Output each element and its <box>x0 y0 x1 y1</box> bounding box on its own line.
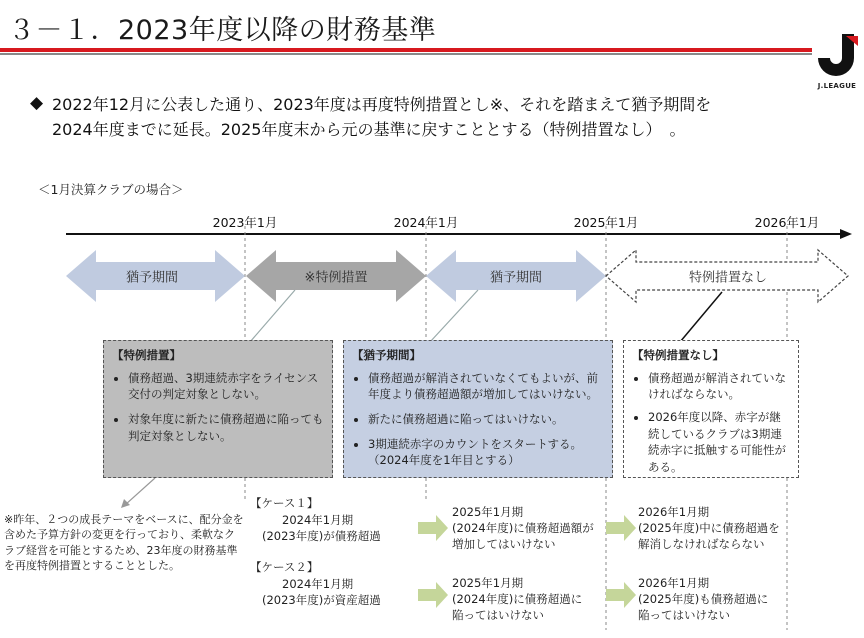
box-yuyo-item: • 3期連続赤字のカウントをスタートする。（2024年度を1年目とする） <box>368 436 604 469</box>
box-yuyo-item: • 債務超過が解消されていなくてもよいが、前年度より債務超過額が増加してはいけない。 <box>368 370 604 403</box>
case1-cell1-line1: 2024年1月期 <box>282 513 354 527</box>
case2-cell3-line2: (2025年度)も債務超過に <box>638 592 769 606</box>
case2-cell3-line1: 2026年1月期 <box>638 576 710 590</box>
note-connector <box>125 478 155 505</box>
year-label-2023: 2023年1月 <box>212 215 278 230</box>
case1-cell2-line2: (2024年度)に債務超過額が <box>452 521 594 535</box>
page-title: ３－１．2023年度以降の財務基準 <box>8 15 437 46</box>
case2-cell1-line2: (2023年度)が資産超過 <box>262 593 381 607</box>
case1-cell2-line1: 2025年1月期 <box>452 505 524 519</box>
arrow-label-nashi: 特例措置なし <box>688 270 768 286</box>
box-yuyo-item: • 新たに債務超過に陥ってはいけない。 <box>368 411 604 428</box>
box-nashi-item: • 債務超過が解消されていなければならない。 <box>648 370 790 403</box>
case2-cell2-line1: 2025年1月期 <box>452 576 524 590</box>
year-label-2025: 2025年1月 <box>573 215 639 230</box>
box-tokurei <box>103 340 333 478</box>
box-nashi-header: 【特例措置なし】 <box>632 348 724 362</box>
connector-nashi <box>680 292 722 342</box>
intro-bullet: ◆ <box>30 93 44 113</box>
case1-cell3-line2: (2025年度)中に債務超過を <box>638 521 780 535</box>
case1-cell1-line2: (2023年度)が債務超過 <box>262 529 381 543</box>
timeline-axis-head <box>840 229 852 239</box>
year-label-2024: 2024年1月 <box>393 215 459 230</box>
year-label-2026: 2026年1月 <box>754 215 820 230</box>
logo-text: J.LEAGUE <box>817 82 857 90</box>
arrow-label-tokurei: ※特例措置 <box>304 270 368 286</box>
case2-cell2-line3: 陥ってはいけない <box>452 608 544 622</box>
case1-cell2-line3: 増加してはいけない <box>452 537 556 551</box>
case2-cell2-line2: (2024年度)に債務超過に <box>452 592 583 606</box>
box-tokurei-header: 【特例措置】 <box>112 348 181 362</box>
case1-cell3-line3: 解消しなければならない <box>638 537 765 551</box>
arrow-label-yuyo-2: 猶予期間 <box>489 270 543 286</box>
intro-line-2: 2024年度までに延長。2025年度末から元の基準に戻すこととする（特例措置なし） 。 <box>52 120 686 139</box>
box-nashi <box>623 340 799 478</box>
case2-arrow-2 <box>606 582 636 608</box>
box-yuyo <box>343 340 613 478</box>
intro-line-1: 2022年12月に公表した通り、2023年度は再度特例措置とし※、それを踏まえて猶予期間を <box>52 95 712 114</box>
section-label: ＜1月決算クラブの場合＞ <box>38 182 184 197</box>
case1-arrow-2 <box>606 515 636 541</box>
box-nashi-item: • 2026年度以降、赤字が継続しているクラブは3期連続赤字に抵触する可能性がある。 <box>648 409 790 476</box>
note-connector-head <box>121 499 130 508</box>
box-tokurei-item: • 対象年度に新たに債務超過に陥っても判定対象としない。 <box>128 411 324 444</box>
case2-cell1-line1: 2024年1月期 <box>282 577 354 591</box>
case2-arrow-1 <box>418 582 448 608</box>
case1-arrow-1 <box>418 515 448 541</box>
case1-label: 【ケース１】 <box>250 496 319 510</box>
arrow-label-yuyo-1: 猶予期間 <box>125 270 179 286</box>
footnote: ※昨年、２つの成長テーマをベースに、配分金を含めた予算方針の変更を行っており、柔軟なクラブ経営を可能とするため、23年度の財務基準を再度特例措置とすることとした。 <box>4 513 244 573</box>
case2-label: 【ケース２】 <box>250 560 319 574</box>
case1-cell3-line1: 2026年1月期 <box>638 505 710 519</box>
case2-cell3-line3: 陥ってはいけない <box>638 608 730 622</box>
box-tokurei-item: • 債務超過、3期連続赤字をライセンス交付の判定対象としない。 <box>128 370 324 403</box>
box-yuyo-header: 【猶予期間】 <box>352 348 421 362</box>
